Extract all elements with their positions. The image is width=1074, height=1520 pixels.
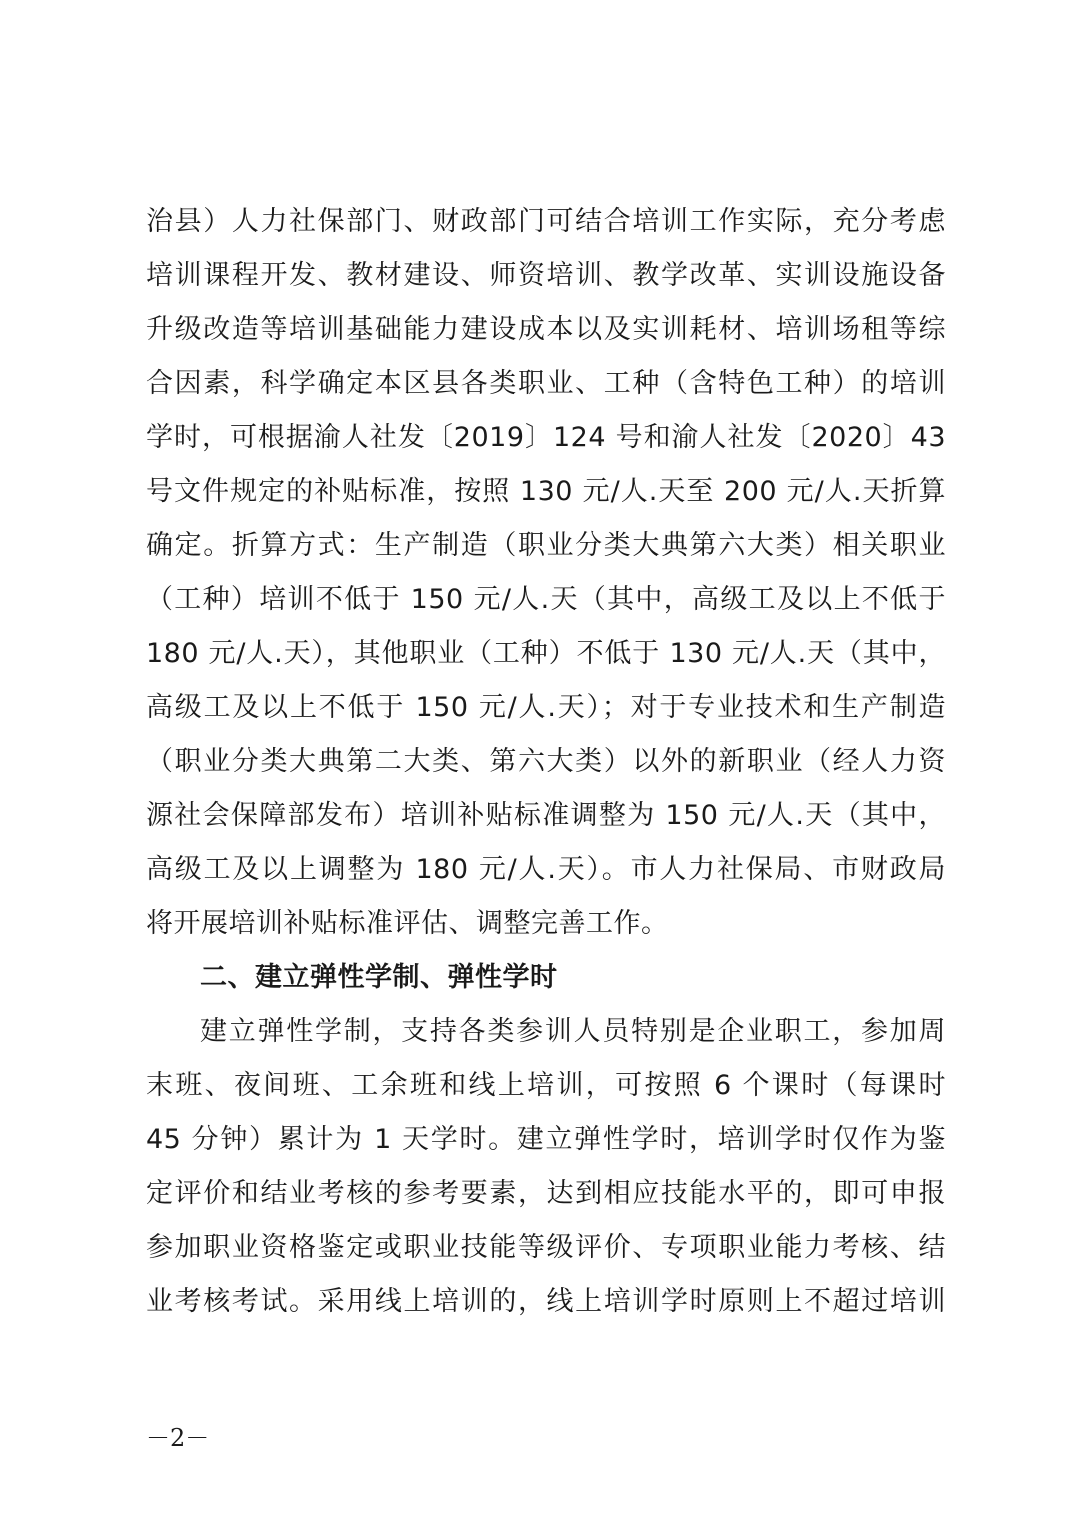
text-line: 45 分钟）累计为 1 天学时。建立弹性学时，培训学时仅作为鉴 — [146, 1124, 946, 1155]
text-line: 学时，可根据渝人社发〔2019〕124 号和渝人社发〔2020〕43 — [146, 422, 946, 453]
page-number: －2－ — [146, 1424, 210, 1452]
text-line: 高级工及以上调整为 180 元/人.天）。市人力社保局、市财政局 — [146, 854, 946, 885]
text-line: 号文件规定的补贴标准，按照 130 元/人.天至 200 元/人.天折算 — [146, 476, 946, 507]
text-line: 建立弹性学制，支持各类参训人员特别是企业职工，参加周 — [200, 1016, 946, 1047]
text-line: 培训课程开发、教材建设、师资培训、教学改革、实训设施设备 — [146, 260, 946, 291]
text-line: 合因素，科学确定本区县各类职业、工种（含特色工种）的培训 — [146, 368, 946, 399]
text-line: 源社会保障部发布）培训补贴标准调整为 150 元/人.天（其中， — [146, 800, 946, 831]
text-line: 确定。折算方式：生产制造（职业分类大典第六大类）相关职业 — [146, 530, 946, 561]
text-line: 参加职业资格鉴定或职业技能等级评价、专项职业能力考核、结 — [146, 1232, 946, 1263]
text-line: 升级改造等培训基础能力建设成本以及实训耗材、培训场租等综 — [146, 314, 946, 345]
text-line: 180 元/人.天），其他职业（工种）不低于 130 元/人.天（其中， — [146, 638, 946, 669]
text-line: 业考核考试。采用线上培训的，线上培训学时原则上不超过培训 — [146, 1286, 946, 1317]
text-line: （工种）培训不低于 150 元/人.天（其中，高级工及以上不低于 — [146, 584, 946, 615]
text-line: （职业分类大典第二大类、第六大类）以外的新职业（经人力资 — [146, 746, 946, 777]
section-heading: 二、建立弹性学制、弹性学时 — [200, 962, 558, 993]
text-line: 高级工及以上不低于 150 元/人.天）；对于专业技术和生产制造 — [146, 692, 946, 723]
text-line: 将开展培训补贴标准评估、调整完善工作。 — [146, 908, 669, 939]
text-line: 末班、夜间班、工余班和线上培训，可按照 6 个课时（每课时 — [146, 1070, 946, 1101]
text-line: 定评价和结业考核的参考要素，达到相应技能水平的，即可申报 — [146, 1178, 946, 1209]
text-line: 治县）人力社保部门、财政部门可结合培训工作实际，充分考虑 — [146, 206, 946, 237]
